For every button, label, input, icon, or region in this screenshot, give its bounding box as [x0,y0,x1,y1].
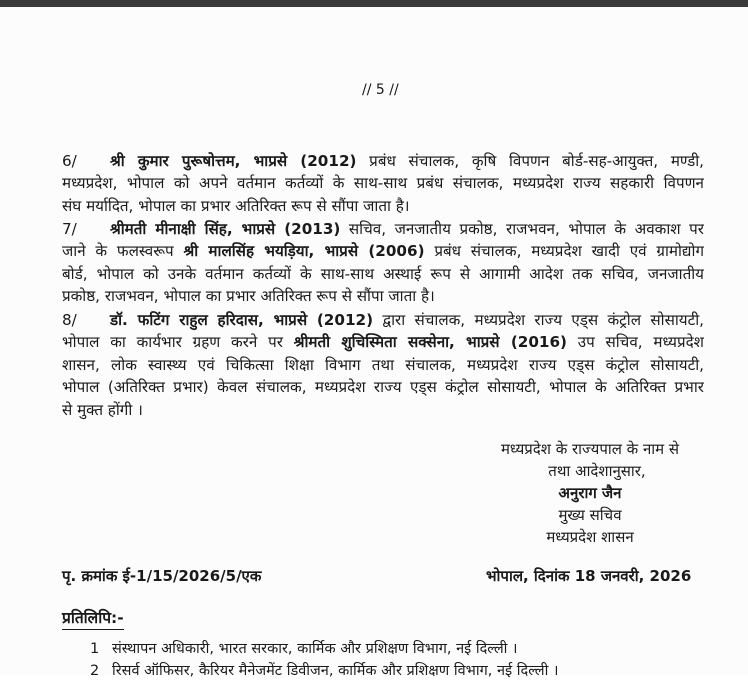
paragraph-text: बोर्ड, भोपाल को उनके वर्तमान कर्तव्यों के साथ-साथ अस्थाई रूप से आगामी आदेश तक सचिव, जनजातीय [62,264,704,283]
signatory-name: अनुराग जैन [558,484,622,502]
bold-name-text: श्रीमती मीनाक्षी सिंह, भाप्रसे (2013) [110,220,341,238]
copy-heading: प्रतिलिपि:- [62,606,124,630]
signatory-office: मध्यप्रदेश शासन [546,528,634,546]
paragraph-text: सचिव, जनजातीय प्रकोष्ठ, राजभवन, भोपाल के अवकाश पर [340,220,704,238]
signature-line-2: तथा आदेशानुसार, [548,462,646,480]
paragraph-text: उप सचिव, मध्यप्रदेश [566,333,704,352]
copy-list-item: 2 रिसर्व ऑफिसर, कैरियर मैनेजमेंट डिवीजन, कार्मिक और प्रशिक्षण विभाग, नई दिल्ली । [90,663,559,679]
top-edge-bar [0,0,748,7]
page-number: // 5 // [362,82,399,98]
bold-name-text: श्री कुमार पुरूषोत्तम, भाप्रसे (2012) [110,152,357,170]
paragraph-number: 6/ [62,152,77,170]
copy-list [90,638,558,682]
paragraph-text: शासन, लोक स्वास्थ्य एवं चिकित्सा शिक्षा विभाग तथा संचालक, मध्यप्रदेश राज्य एड्स कंट्रोल सोसायटी, [62,355,704,374]
bold-name-text: श्री मालसिंह भयड़िया, भाप्रसे (2006) [183,242,425,261]
paragraph-line [62,172,704,194]
signature-line-1: मध्यप्रदेश के राज्यपाल के नाम से [500,440,680,458]
paragraph-line [62,218,704,240]
paragraph-line [62,240,704,262]
paragraph-line [62,331,704,353]
paragraph-text: भोपाल (अतिरिक्त प्रभार) केवल संचालक, मध्यप्रदेश राज्य एड्स कंट्रोल सोसायटी, भोपाल के अतिरिक्त प्रभार [62,378,704,397]
paragraph-line [62,195,704,217]
paragraph-line [62,354,704,376]
place-date: भोपाल, दिनांक 18 जनवरी, 2026 [486,567,692,585]
paragraph-text: प्रबंध संचालक, मध्यप्रदेश खादी एवं ग्रामोद्योग [424,242,704,261]
paragraph-text: प्रकोष्ठ, राजभवन, भोपाल का प्रभार अतिरिक्त रूप से सौंपा जाता है। [62,287,435,306]
bold-name-text: श्रीमती शुचिस्मिता सक्सेना, भाप्रसे (2016) [293,333,567,352]
paragraph-text: द्वारा संचालक, मध्यप्रदेश राज्य एड्स कंट्रोल सोसायटी, [373,311,704,329]
paragraph-text: से मुक्त होंगी । [62,400,143,419]
paragraph-6 [62,150,704,217]
order-reference: पृ. क्रमांक ई-1/15/2026/5/एक [62,567,262,585]
paragraph-number: 7/ [62,220,77,238]
paragraph-number: 8/ [62,311,77,329]
paragraph-line [62,376,704,398]
paragraph-text: मध्यप्रदेश, भोपाल को अपने वर्तमान कर्तव्यों के साथ-साथ प्रबंध संचालक, मध्यप्रदेश राज्य सहकारी विपणन [62,174,704,193]
signatory-designation: मुख्य सचिव [558,506,622,524]
paragraph-text: प्रबंध संचालक, कृषि विपणन बोर्ड-सह-आयुक्त, मण्डी, [356,152,704,170]
bold-name-text: डॉ. फटिंग राहुल हरिदास, भाप्रसे (2012) [110,311,374,329]
copy-list-item: 1 संस्थापन अधिकारी, भारत सरकार, कार्मिक और प्रशिक्षण विभाग, नई दिल्ली । [90,641,518,657]
signature-block [440,438,740,548]
paragraph-line [62,309,704,331]
paragraph-line [62,150,704,172]
paragraph-line [62,263,704,285]
paragraph-line [62,399,704,421]
paragraph-text: भोपाल का कार्यभार ग्रहण करने पर [62,333,294,352]
paragraph-line [62,285,704,307]
paragraph-text: जाने के फलस्वरूप [62,242,184,261]
paragraph-text: संघ मर्यादित, भोपाल का प्रभार अतिरिक्त रूप से सौंपा जाता है। [62,196,410,215]
paragraph-7 [62,218,704,308]
paragraph-8 [62,309,704,421]
